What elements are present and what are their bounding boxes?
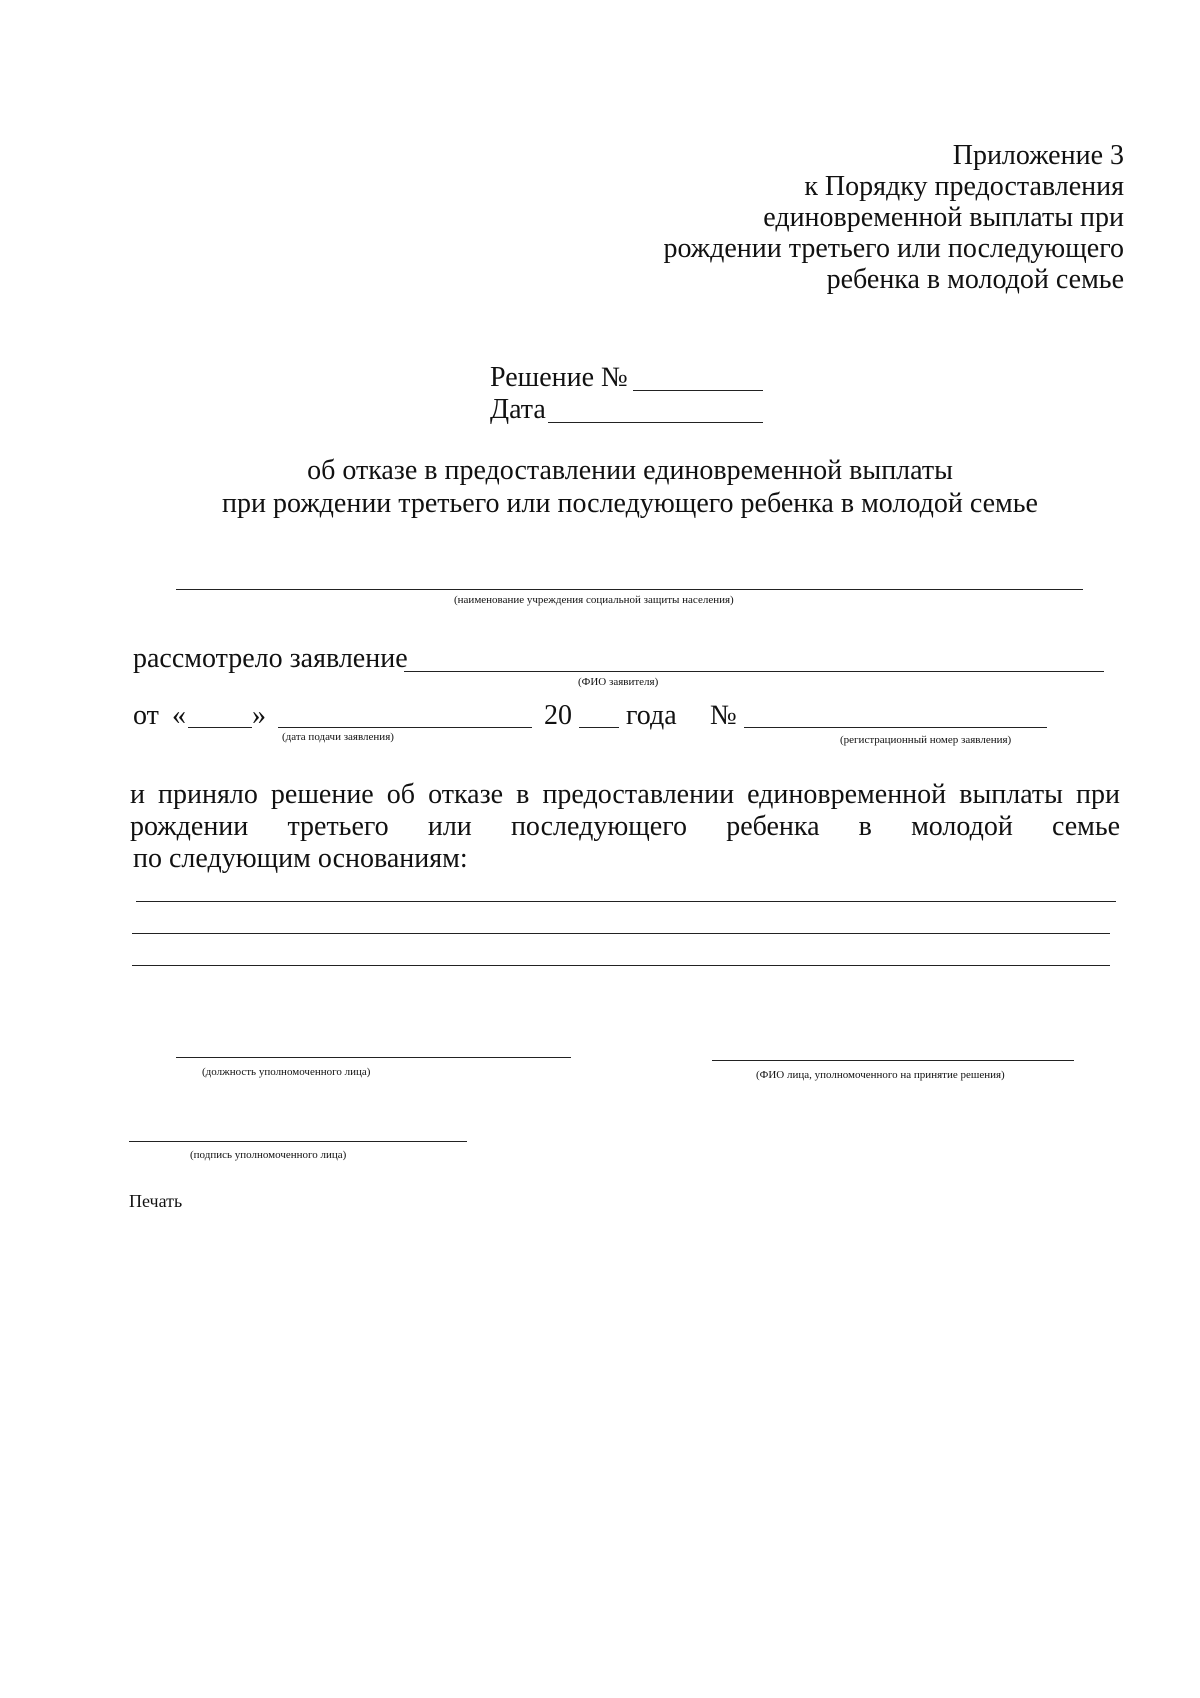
submission-date-caption: (дата подачи заявления) — [282, 731, 394, 743]
decision-number-field[interactable] — [633, 390, 763, 391]
appendix-line-3: единовременной выплаты при — [763, 202, 1124, 233]
applicant-fio-caption: (ФИО заявителя) — [578, 676, 659, 688]
year-word: года — [626, 700, 677, 731]
registration-number-caption: (регистрационный номер заявления) — [840, 734, 1012, 746]
appendix-line-4: рождении третьего или последующего — [663, 233, 1124, 264]
appendix-line-1: Приложение 3 — [952, 140, 1124, 171]
registration-number-field[interactable] — [744, 727, 1047, 728]
document-title-line-2: при рождении третьего или последующего ребенка в молодой семье — [222, 488, 1038, 519]
authorized-fio-caption: (ФИО лица, уполномоченного на принятие решения) — [756, 1069, 1005, 1081]
decision-text-line-2: рождении третьего или последующего ребенка в молодой семье — [130, 811, 1121, 842]
stamp-label: Печать — [129, 1191, 183, 1211]
quote-open: « — [172, 700, 186, 731]
position-caption: (должность уполномоченного лица) — [202, 1066, 371, 1078]
signature-caption: (подпись уполномоченного лица) — [190, 1149, 347, 1161]
decision-text-line-3: по следующим основаниям: — [133, 843, 468, 874]
appendix-line-5: ребенка в молодой семье — [826, 264, 1124, 295]
decision-number-label: Решение № — [490, 362, 628, 393]
month-field[interactable] — [278, 727, 532, 728]
number-sign: № — [710, 700, 737, 731]
from-label: от — [133, 700, 159, 731]
year-prefix: 20 — [544, 700, 572, 731]
position-field[interactable] — [176, 1057, 571, 1058]
considered-label: рассмотрело заявление — [133, 643, 408, 674]
decision-text-line-1: и приняло решение об отказе в предоставлении единовременной выплаты при — [130, 779, 1120, 810]
institution-caption: (наименование учреждения социальной защиты населения) — [454, 594, 734, 606]
applicant-fio-field[interactable] — [404, 671, 1104, 672]
day-field[interactable] — [188, 727, 252, 728]
grounds-line-2[interactable] — [132, 933, 1110, 934]
grounds-line-3[interactable] — [132, 965, 1110, 966]
quote-close: » — [252, 700, 266, 731]
document-title-line-1: об отказе в предоставлении единовременной выплаты — [307, 455, 953, 486]
appendix-line-2: к Порядку предоставления — [804, 171, 1124, 202]
grounds-line-1[interactable] — [136, 901, 1116, 902]
decision-date-field[interactable] — [548, 422, 763, 423]
decision-date-label: Дата — [490, 394, 546, 425]
signature-field[interactable] — [129, 1141, 467, 1142]
authorized-fio-field[interactable] — [712, 1060, 1074, 1061]
appendix-header — [663, 140, 1124, 295]
institution-field[interactable] — [176, 589, 1083, 590]
year-field[interactable] — [579, 727, 619, 728]
